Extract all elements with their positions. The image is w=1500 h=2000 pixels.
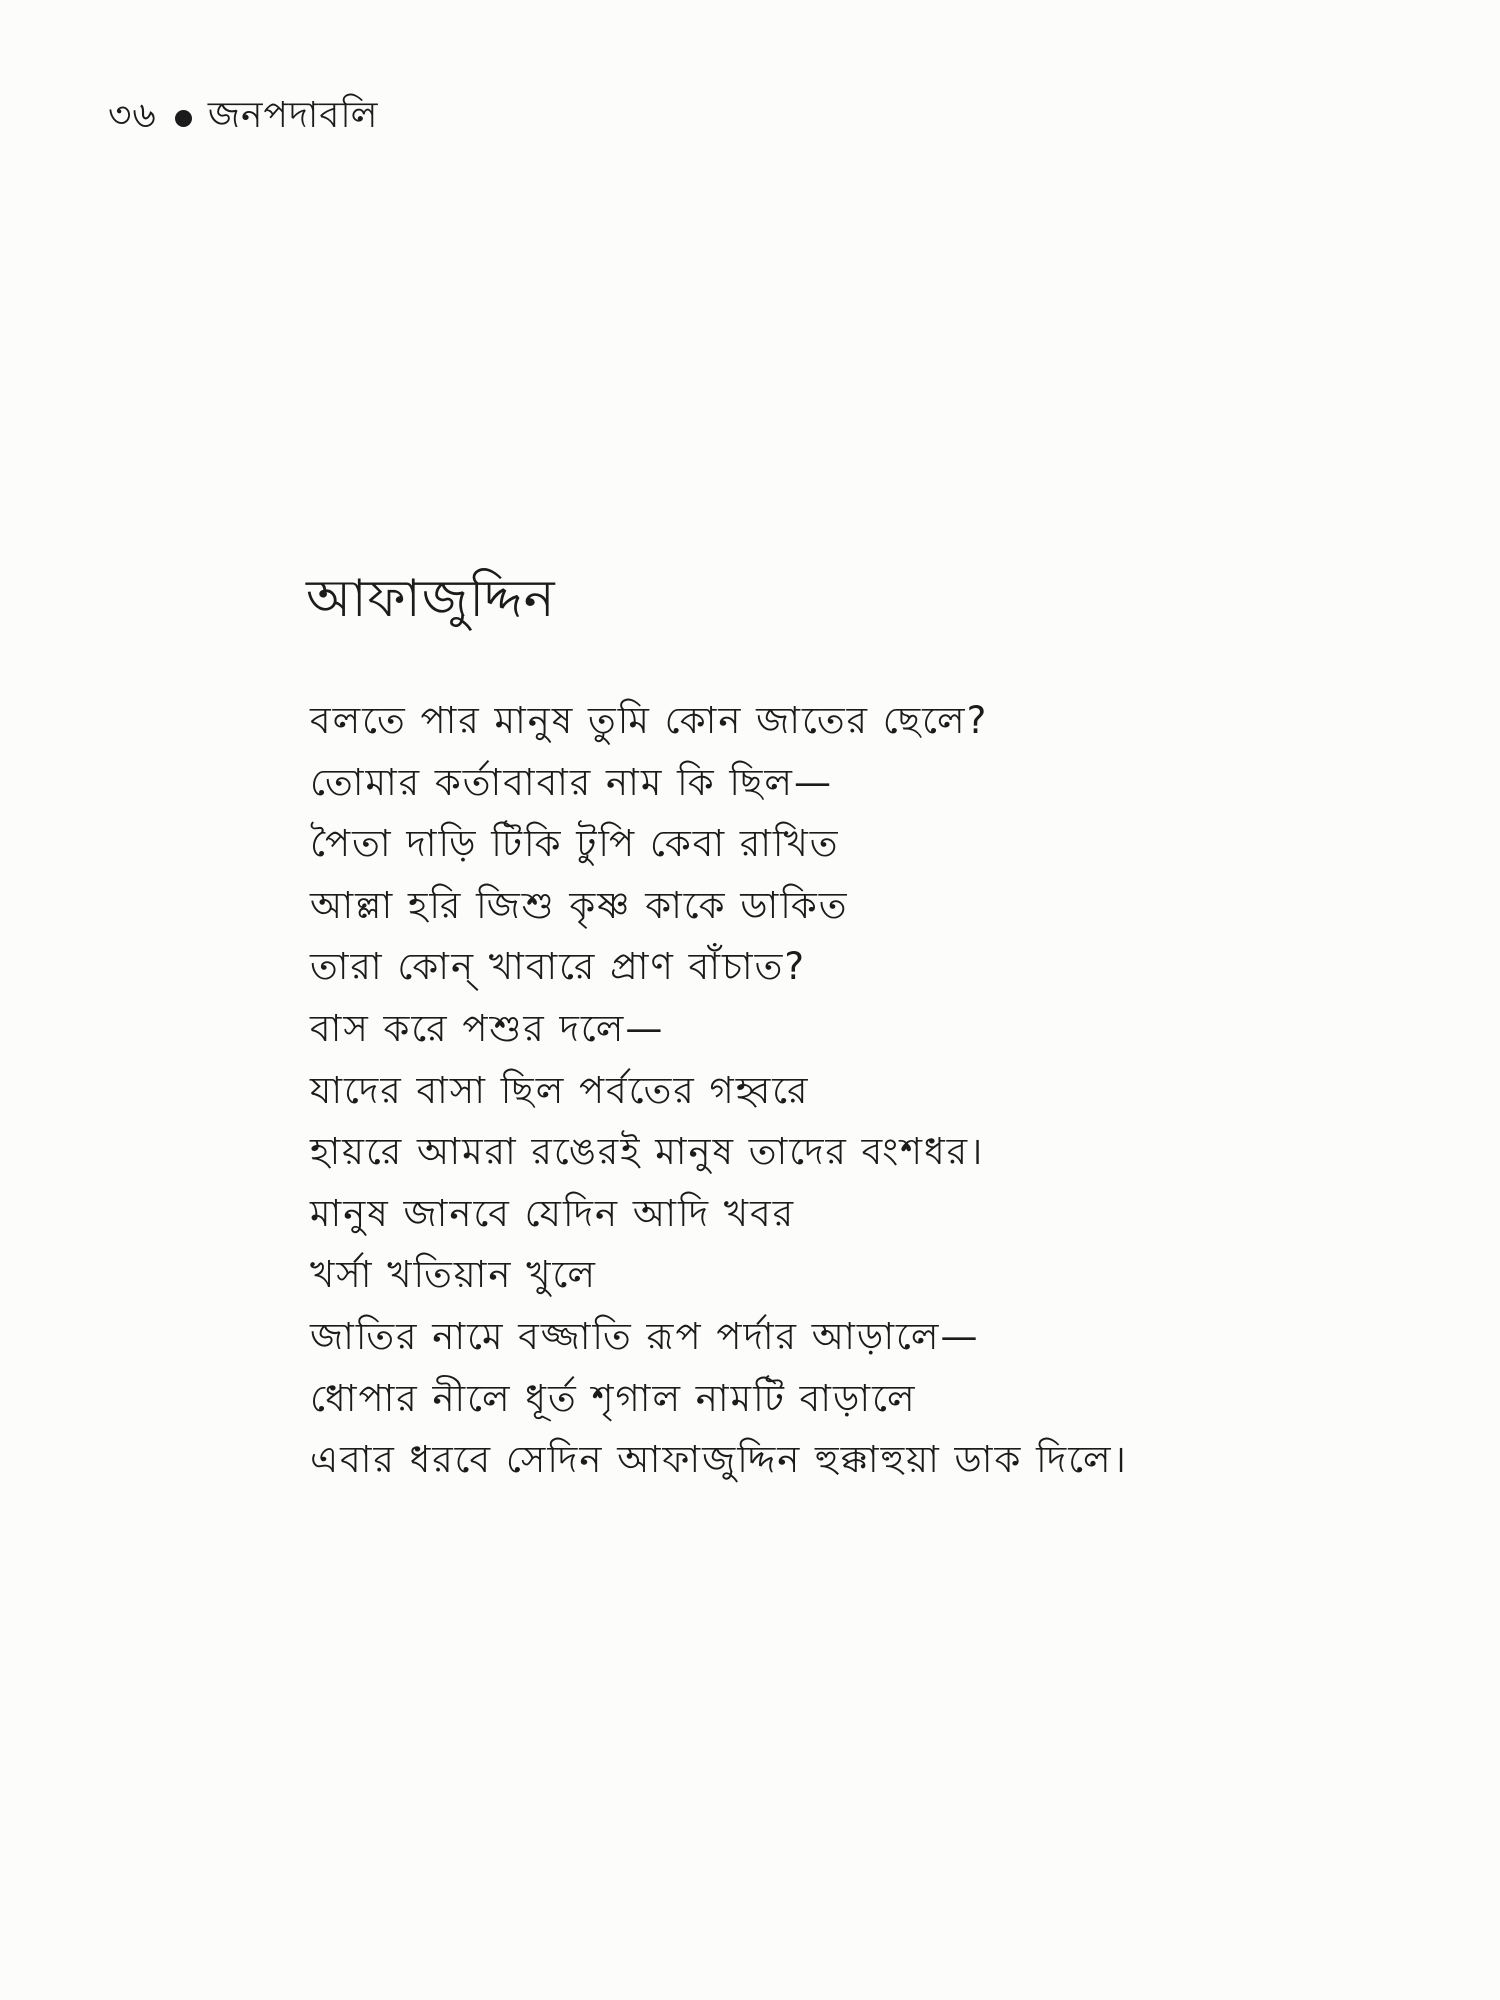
poem-line: এবার ধরবে সেদিন আফাজুদ্দিন হুক্কাহুয়া ডাক দিলে।	[310, 1438, 1128, 1482]
running-head	[108, 88, 378, 148]
page-number: ৩৬	[108, 95, 157, 136]
poem-line: তারা কোন্ খাবারে প্রাণ বাঁচাত?	[310, 945, 807, 989]
poem-line: তোমার কর্তাবাবার নাম কি ছিল—	[310, 760, 833, 804]
poem-line: আল্লা হরি জিশু কৃষ্ণ কাকে ডাকিত	[310, 883, 849, 927]
poem-line: যাদের বাসা ছিল পর্বতের গহ্বরে	[310, 1068, 810, 1112]
poem-line: বাস করে পশুর দলে—	[310, 1006, 665, 1050]
poem-line: মানুষ জানবে যেদিন আদি খবর	[310, 1191, 796, 1235]
book-title: জনপদাবলি	[207, 95, 379, 136]
poem-title: আফাজুদ্দিন	[306, 569, 556, 629]
poem-line: হায়রে আমরা রঙেরই মানুষ তাদের বংশধর।	[310, 1130, 985, 1174]
poem-line: জাতির নামে বজ্জাতি রূপ পর্দার আড়ালে—	[310, 1314, 980, 1358]
poem-line: ধোপার নীলে ধূর্ত শৃগাল নামটি বাড়ালে	[310, 1376, 917, 1420]
poem-line: পৈতা দাড়ি টিকি টুপি কেবা রাখিত	[310, 822, 840, 866]
poem-line: খর্সা খতিয়ান খুলে	[310, 1253, 597, 1297]
poem-body	[310, 690, 1460, 1491]
bullet-separator-icon	[175, 110, 192, 127]
poem-line: বলতে পার মানুষ তুমি কোন জাতের ছেলে?	[310, 699, 989, 742]
